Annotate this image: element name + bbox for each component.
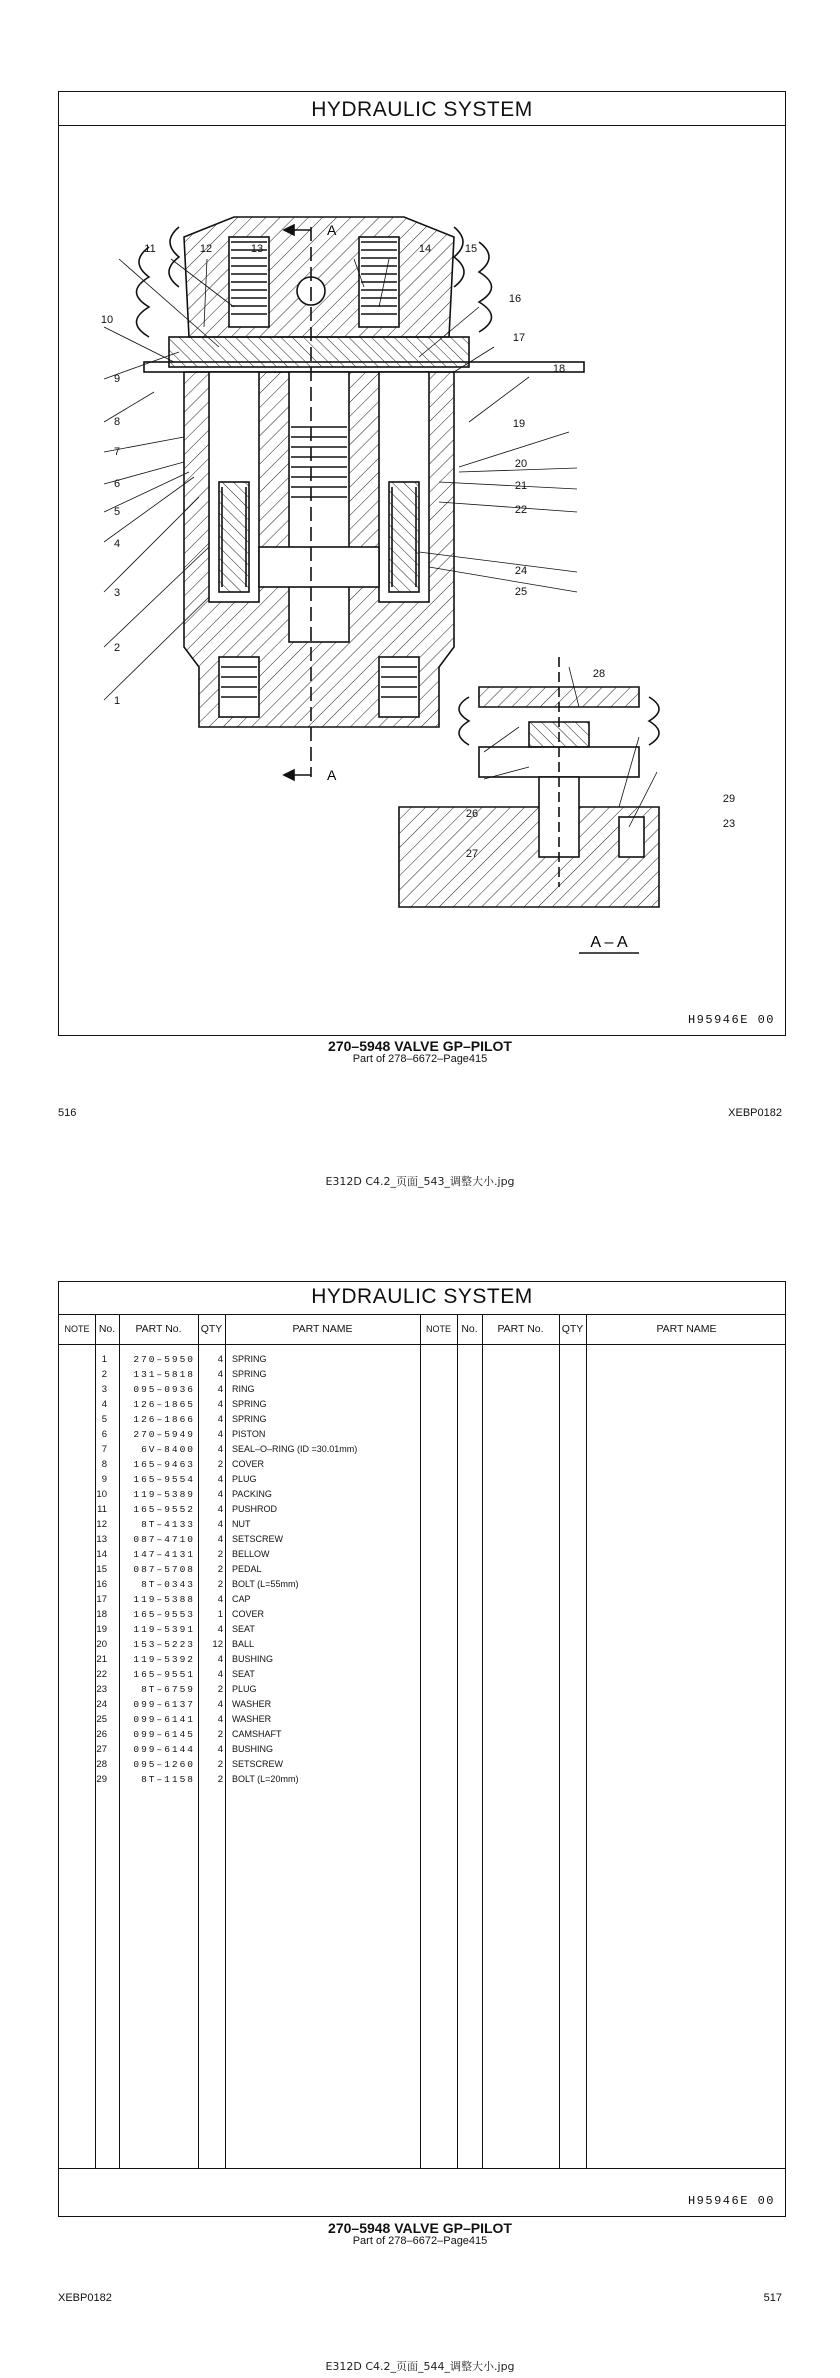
part-name: PACKING (232, 1489, 272, 1499)
table-row (1, 1652, 840, 1667)
part-item-number: 14 (96, 1549, 107, 1560)
table-row (1, 1412, 840, 1427)
part-number: 165–9553 (133, 1609, 195, 1620)
part-quantity: 2 (217, 1549, 223, 1560)
part-quantity: 4 (217, 1744, 223, 1755)
table-row (1, 1697, 840, 1712)
header-note-right: NOTE (425, 1324, 451, 1334)
callout-12: 12 (199, 243, 213, 255)
figure-code: H95946E 00 (687, 1013, 775, 1027)
part-number: 099–6144 (133, 1744, 195, 1755)
subcaption: Part of 278–6672–Page415 (352, 2235, 488, 2247)
part-quantity: 4 (217, 1624, 223, 1635)
part-quantity: 2 (217, 1579, 223, 1590)
part-item-number: 9 (101, 1474, 107, 1485)
part-quantity: 4 (217, 1399, 223, 1410)
callout-21: 21 (514, 480, 528, 492)
part-number: 165–9463 (133, 1459, 195, 1470)
part-name: COVER (232, 1609, 265, 1619)
illustration-frame (58, 91, 786, 1036)
callout-6: 6 (113, 478, 121, 490)
part-quantity: 4 (217, 1384, 223, 1395)
part-name: SEAT (232, 1669, 255, 1679)
part-number: 165–9552 (133, 1504, 195, 1515)
part-name: NUT (232, 1519, 251, 1529)
header-qty: QTY (200, 1323, 223, 1335)
callout-15: 15 (464, 243, 478, 255)
file-name: E312D C4.2_页面_543_调整大小.jpg (325, 1175, 515, 1188)
part-quantity: 2 (217, 1759, 223, 1770)
part-number: 270–5950 (133, 1354, 195, 1365)
part-item-number: 12 (96, 1519, 107, 1530)
callout-25: 25 (514, 586, 528, 598)
part-number: 147–4131 (133, 1549, 195, 1560)
part-quantity: 4 (217, 1414, 223, 1425)
part-quantity: 4 (217, 1429, 223, 1440)
part-quantity: 4 (217, 1699, 223, 1710)
part-name: CAP (232, 1594, 251, 1604)
header-no-right: No. (461, 1323, 478, 1335)
part-name: BALL (232, 1639, 255, 1649)
callout-7: 7 (113, 446, 121, 458)
doc-code: XEBP0182 (58, 2292, 112, 2304)
part-number: 165–9554 (133, 1474, 195, 1485)
part-name: COVER (232, 1459, 265, 1469)
part-item-number: 18 (96, 1609, 107, 1620)
callout-5: 5 (113, 506, 121, 518)
callout-29: 29 (722, 793, 736, 805)
title-rule (59, 125, 785, 126)
callout-20: 20 (514, 458, 528, 470)
part-number: 119–5388 (133, 1594, 195, 1605)
part-item-number: 26 (96, 1729, 107, 1740)
callout-22: 22 (514, 504, 528, 516)
table-row (1, 1487, 840, 1502)
table-row (1, 1757, 840, 1772)
part-name: WASHER (232, 1714, 272, 1724)
callout-13: 13 (250, 243, 264, 255)
part-number: 8T–4133 (141, 1519, 195, 1530)
part-name: BUSHING (232, 1654, 274, 1664)
part-item-number: 28 (96, 1759, 107, 1770)
table-row (1, 1517, 840, 1532)
part-quantity: 2 (217, 1564, 223, 1575)
part-number: 119–5391 (133, 1624, 195, 1635)
part-name: PISTON (232, 1429, 266, 1439)
callout-14: 14 (418, 243, 432, 255)
table-row (1, 1457, 840, 1472)
table-row (1, 1727, 840, 1742)
table-row (1, 1442, 840, 1457)
table-row (1, 1382, 840, 1397)
part-item-number: 1 (101, 1354, 107, 1365)
table-row (1, 1532, 840, 1547)
figure-code: H95946E 00 (687, 2194, 775, 2208)
callout-10: 10 (100, 314, 114, 326)
callout-27: 27 (465, 848, 479, 860)
part-quantity: 4 (217, 1714, 223, 1725)
callout-28: 28 (592, 668, 606, 680)
callout-17: 17 (512, 332, 526, 344)
part-name: BOLT (L=20mm) (232, 1774, 299, 1784)
part-item-number: 23 (96, 1684, 107, 1695)
callout-2: 2 (113, 642, 121, 654)
table-row (1, 1472, 840, 1487)
part-item-number: 2 (101, 1369, 107, 1380)
part-quantity: 1 (217, 1609, 223, 1620)
part-item-number: 11 (97, 1504, 107, 1515)
page-title: HYDRAULIC SYSTEM (311, 98, 533, 121)
page-number: 517 (763, 2292, 782, 2304)
part-name: SEAL–O–RING (ID =30.01mm) (232, 1444, 358, 1454)
table-row (1, 1562, 840, 1577)
part-name: SPRING (232, 1354, 267, 1364)
part-number: 270–5949 (133, 1429, 195, 1440)
part-item-number: 8 (101, 1459, 107, 1470)
header-part-name-right: PART NAME (656, 1323, 717, 1335)
part-item-number: 15 (96, 1564, 107, 1575)
callout-18: 18 (552, 363, 566, 375)
table-row (1, 1622, 840, 1637)
callout-24: 24 (514, 565, 528, 577)
part-number: 126–1866 (133, 1414, 195, 1425)
caption: 270–5948 VALVE GP–PILOT (328, 1038, 512, 1054)
table-row (1, 1352, 840, 1367)
table-row (1, 1772, 840, 1787)
part-quantity: 2 (217, 1774, 223, 1785)
part-name: SPRING (232, 1399, 267, 1409)
part-number: 153–5223 (133, 1639, 195, 1650)
valve-cross-section-drawing (59, 127, 784, 997)
callout-11: 11 (144, 243, 156, 255)
table-row (1, 1592, 840, 1607)
part-quantity: 4 (217, 1504, 223, 1515)
table-row (1, 1367, 840, 1382)
section-view-label: A – A (590, 934, 628, 951)
callout-3: 3 (113, 587, 121, 599)
file-name: E312D C4.2_页面_544_调整大小.jpg (325, 2360, 515, 2373)
part-number: 6V–8400 (141, 1444, 195, 1455)
part-item-number: 20 (96, 1639, 107, 1650)
page-number: 516 (58, 1107, 77, 1119)
part-quantity: 4 (217, 1654, 223, 1665)
part-quantity: 12 (212, 1639, 223, 1650)
part-item-number: 5 (101, 1414, 107, 1425)
part-item-number: 19 (96, 1624, 107, 1635)
table-row (1, 1427, 840, 1442)
part-number: 8T–6759 (141, 1684, 195, 1695)
doc-code: XEBP0182 (728, 1107, 782, 1119)
part-quantity: 4 (217, 1369, 223, 1380)
part-item-number: 22 (96, 1669, 107, 1680)
caption: 270–5948 VALVE GP–PILOT (328, 2220, 512, 2236)
callout-4: 4 (113, 538, 121, 550)
page-title: HYDRAULIC SYSTEM (311, 1285, 533, 1308)
part-item-number: 13 (96, 1534, 107, 1545)
callout-19: 19 (512, 418, 526, 430)
subcaption: Part of 278–6672–Page415 (352, 1053, 488, 1065)
part-item-number: 29 (96, 1774, 107, 1785)
part-quantity: 4 (217, 1669, 223, 1680)
part-quantity: 2 (217, 1459, 223, 1470)
table-row (1, 1577, 840, 1592)
part-item-number: 27 (96, 1744, 107, 1755)
part-quantity: 4 (217, 1489, 223, 1500)
header-no: No. (98, 1323, 116, 1335)
part-number: 8T–1158 (141, 1774, 195, 1785)
part-quantity: 4 (217, 1534, 223, 1545)
part-item-number: 24 (96, 1699, 107, 1710)
part-number: 119–5389 (133, 1489, 195, 1500)
part-quantity: 4 (217, 1474, 223, 1485)
table-row (1, 1712, 840, 1727)
part-number: 099–6145 (133, 1729, 195, 1740)
part-item-number: 16 (96, 1579, 107, 1590)
header-part-no: PART No. (135, 1323, 182, 1335)
callout-1: 1 (113, 695, 121, 707)
header-note: NOTE (64, 1324, 90, 1334)
parts-list-frame (58, 1281, 786, 2217)
part-quantity: 4 (217, 1594, 223, 1605)
part-quantity: 4 (217, 1444, 223, 1455)
part-item-number: 21 (96, 1654, 107, 1665)
part-name: SEAT (232, 1624, 255, 1634)
part-name: WASHER (232, 1699, 272, 1709)
table-row (1, 1502, 840, 1517)
part-item-number: 7 (101, 1444, 107, 1455)
callout-26: 26 (465, 808, 479, 820)
parts-table (59, 1314, 785, 2169)
part-name: CAMSHAFT (232, 1729, 282, 1739)
callout-8: 8 (113, 416, 121, 428)
part-number: 087–4710 (133, 1534, 195, 1545)
header-qty-right: QTY (561, 1323, 584, 1335)
part-name: PUSHROD (232, 1504, 278, 1514)
table-row (1, 1547, 840, 1562)
part-item-number: 25 (96, 1714, 107, 1725)
part-name: SETSCREW (232, 1534, 284, 1544)
part-item-number: 10 (96, 1489, 107, 1500)
part-number: 095–1260 (133, 1759, 195, 1770)
callout-23: 23 (722, 818, 736, 830)
section-label-top: A (327, 222, 337, 238)
part-name: PLUG (232, 1684, 257, 1694)
section-label-bottom: A (327, 767, 337, 783)
part-number: 099–6137 (133, 1699, 195, 1710)
part-name: BOLT (L=55mm) (232, 1579, 299, 1589)
part-name: SETSCREW (232, 1759, 284, 1769)
part-number: 099–6141 (133, 1714, 195, 1725)
part-name: PEDAL (232, 1564, 262, 1574)
part-name: BELLOW (232, 1549, 270, 1559)
part-number: 131–5818 (133, 1369, 195, 1380)
part-name: SPRING (232, 1369, 267, 1379)
part-number: 087–5708 (133, 1564, 195, 1575)
part-item-number: 4 (101, 1399, 107, 1410)
part-quantity: 2 (217, 1684, 223, 1695)
callout-9: 9 (113, 373, 121, 385)
table-row (1, 1742, 840, 1757)
part-quantity: 4 (217, 1354, 223, 1365)
part-number: 126–1865 (133, 1399, 195, 1410)
part-number: 119–5392 (133, 1654, 195, 1665)
part-item-number: 3 (101, 1384, 107, 1395)
header-part-no-right: PART No. (497, 1323, 544, 1335)
part-name: RING (232, 1384, 255, 1394)
part-name: BUSHING (232, 1744, 274, 1754)
part-item-number: 6 (101, 1429, 107, 1440)
table-row (1, 1397, 840, 1412)
callout-16: 16 (508, 293, 522, 305)
part-name: SPRING (232, 1414, 267, 1424)
part-item-number: 17 (96, 1594, 107, 1605)
part-number: 095–0936 (133, 1384, 195, 1395)
table-row (1, 1682, 840, 1697)
header-part-name: PART NAME (292, 1323, 353, 1335)
part-name: PLUG (232, 1474, 257, 1484)
table-row (1, 1637, 840, 1652)
part-number: 165–9551 (133, 1669, 195, 1680)
part-number: 8T–0343 (141, 1579, 195, 1590)
table-row (1, 1607, 840, 1622)
part-quantity: 4 (217, 1519, 223, 1530)
table-row (1, 1667, 840, 1682)
part-quantity: 2 (217, 1729, 223, 1740)
